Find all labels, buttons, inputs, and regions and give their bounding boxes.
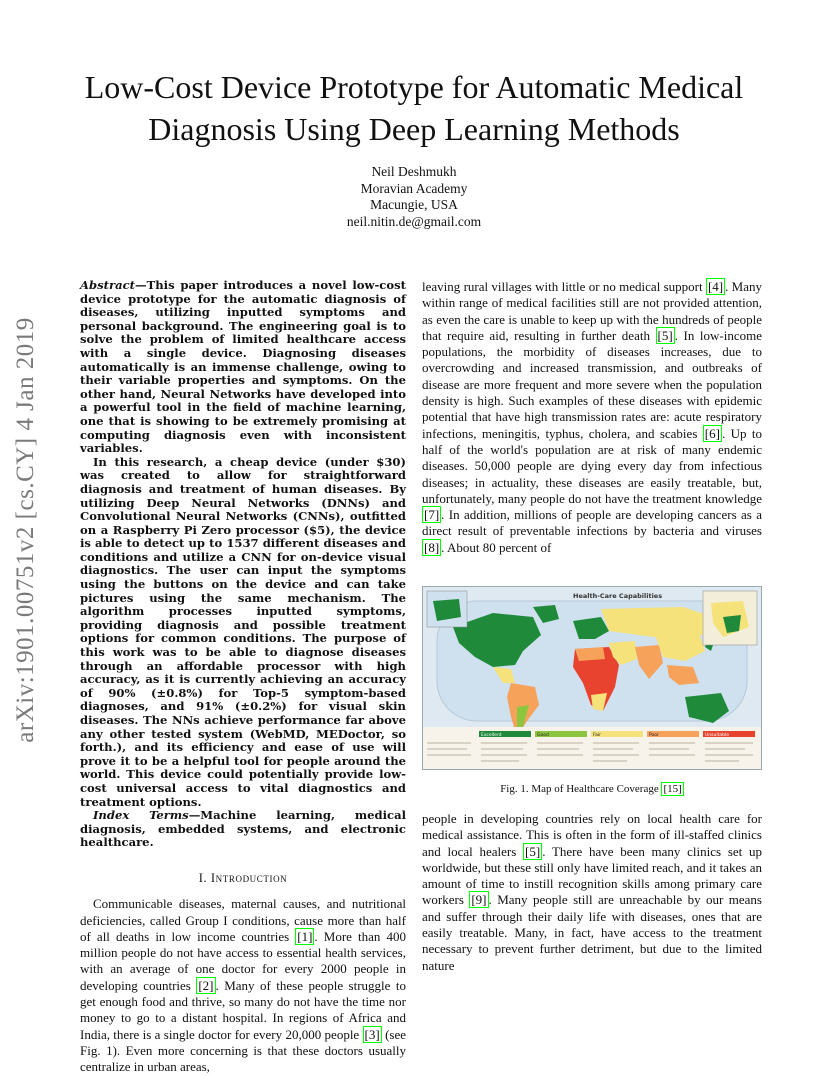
abstract-text-1: —This paper introduces a novel low-cost device prototype for the automatic diagnosis of diseases, utilizing inputted symptoms and personal background. The engineering goal is to solve the problem of limited healthcare access with a single device. Diagnosing diseases automatically is an immense challenge, owing to their variable properties and symptoms. On the other hand, Neural Networks have developed into a powerful tool in the field of machine learning, one that is showing to be extremely promising at computing diagnosis even with inconsistent variables. (80, 278, 406, 456)
citation-link[interactable]: [1] (297, 928, 313, 944)
citation-link[interactable]: [9] (471, 892, 487, 908)
citation-link[interactable]: [6] (704, 425, 720, 441)
abstract-paragraph-1 (80, 279, 406, 456)
legend-label-unsuitable: Unsuitable (705, 733, 729, 738)
title-line-1: Low-Cost Device Prototype for Automatic Medical (84, 69, 744, 105)
abstract (80, 279, 406, 809)
index-terms-text: —Machine learning, medical diagnosis, embedded systems, and electronic healthcare. (80, 808, 406, 850)
intro-text: . In low-income populations, the morbidity of diseases increases, due to overcrowding and increased transmission, and outbreaks of disease are more frequent and more severe when the population density is high. Such examples of these diseases with epidemic potential that have high transmission rates are: acute respiratory infections, meningitis, typhus, cholera, and scabies (422, 327, 763, 441)
paper-title (60, 66, 768, 150)
figure-caption (422, 783, 762, 795)
map-title: Health-Care Capabilities (573, 592, 663, 600)
citation-link[interactable]: [15] (663, 783, 682, 795)
intro-text: . More than 400 million people do not have access to essential health services, with an average of one doctor for every 2000 people in developing countries (80, 928, 407, 993)
north-africa-region (575, 647, 605, 661)
citation-link[interactable]: [7] (424, 507, 440, 523)
intro-text: Communicable diseases, maternal causes, and nutritional deficiencies, called Group I conditions, cause more than half of all deaths in low income countries (80, 896, 406, 944)
index-terms-label: Index Terms (93, 808, 189, 823)
intro-text: . In addition, millions of people are developing cancers as a direct result of preventable infections by bacteria and viruses (422, 507, 762, 539)
intro-text: people in developing countries rely on local health care for medical assistance. This is often in the form of ill-staffed clinics and local healers (422, 811, 762, 859)
citation-link[interactable]: [8] (424, 539, 440, 555)
citation-link[interactable]: [4] (707, 279, 724, 294)
citation-link[interactable]: [5] (657, 327, 673, 343)
intro-paragraph-1 (80, 896, 406, 1075)
legend-label-excellent: Excellent (481, 733, 502, 738)
index-terms (80, 809, 406, 850)
author-location: Macungie, USA (370, 197, 458, 212)
citation-link[interactable]: [5] (525, 843, 541, 859)
left-column (80, 279, 406, 1076)
legend-label-good: Good (537, 733, 549, 738)
right-column-top (422, 279, 762, 556)
legend-label-poor: Poor (649, 733, 659, 738)
intro-paragraph-continued-2 (422, 811, 762, 974)
intro-text: . Up to half of the world's population are at risk of many endemic diseases. 50,000 people are dying every day from infectious diseases; in actuality, these diseases are easily treatable, but, unfortunately, many people do not have the treatment knowledge (422, 425, 762, 506)
intro-paragraph-continued (422, 279, 762, 556)
section-heading-introduction: I. Introduction (198, 870, 288, 885)
author-affiliation: Moravian Academy (360, 180, 468, 196)
right-column-bottom (422, 811, 762, 974)
arxiv-stamp (6, 300, 46, 760)
intro-text: . About 80 percent of (441, 539, 552, 555)
figure-caption-text: Fig. 1. Map of Healthcare Coverage (500, 783, 662, 795)
citation-link[interactable]: [3] (364, 1026, 380, 1042)
healthcare-map-figure (422, 586, 762, 770)
author-email: neil.nitin.de@gmail.com (346, 213, 482, 229)
intro-text: . Many of these people struggle to get enough food and thrive, so many do not have the time nor money to go to a distant hospital. In regions of Africa and India, there is a single doctor for every 20,000 people (80, 977, 406, 1042)
intro-text: leaving rural villages with little or no medical support (422, 279, 706, 294)
legend-label-fair: Fair (593, 733, 602, 738)
intro-text: . Many within range of medical facilities still are not provided attention, as even the care is unable to keep up with the hundreds of people that require aid, resulting in further death (422, 279, 762, 343)
world-map-graphic (423, 587, 761, 769)
author-name: Neil Deshmukh (371, 164, 457, 179)
abstract-paragraph-2: In this research, a cheap device (under $30) was created to allow for straightforward diagnosis and treatment of human diseases. By utilizing Deep Neural Networks (DNNs) and Convolutional Neural Networks (CNNs), outfitted on a Raspberry Pi Zero processor ($5), the device is able to detect up to 1537 different diseases and conditions and utilize a CNN for on-device visual diagnostics. The user can input the symptoms using the buttons on the device and can take pictures using the same mechanism. The algorithm processes inputted symptoms, providing diagnosis and possible treatment options for common conditions. The purpose of this work was to be able to diagnose diseases through an affordable processor with high accuracy, as it is currently achieving an accuracy of 90% (±0.8%) for Top-5 symptom-based diagnoses, and 91% (±0.2%) for visual skin diseases. The NNs achieve performance far above any other tested system (WebMD, MEDoctor, so forth.), and its efficiency and ease of use will prove it to be a helpful tool for people around the world. This device could potentially provide low-cost universal access to vital diagnostics and treatment options. (80, 454, 406, 809)
title-line-2: Diagnosis Using Deep Learning Methods (148, 111, 680, 147)
arxiv-identifier: arXiv:1901.00751v2 [cs.CY] 4 Jan 2019 (12, 317, 39, 743)
author-block (214, 164, 614, 230)
intro-text: (see Fig. 1). Even more concerning is that these doctors usually centralize in urban areas, (80, 1026, 406, 1075)
abstract-label: Abstract (80, 278, 136, 292)
intro-text: . Many people still are unreachable by our means and suffer through their daily life with diseases, ones that are easily treatable. Many, in fact, have access to the treatment necessary to prevent further detriment, but due to the limited nature (422, 892, 762, 973)
intro-text: . There have been many clinics set up worldwide, but these still only have limited reach, and it takes an amount of time to instill recognition skills among primary care workers (422, 843, 763, 908)
citation-link[interactable]: [2] (198, 977, 214, 993)
